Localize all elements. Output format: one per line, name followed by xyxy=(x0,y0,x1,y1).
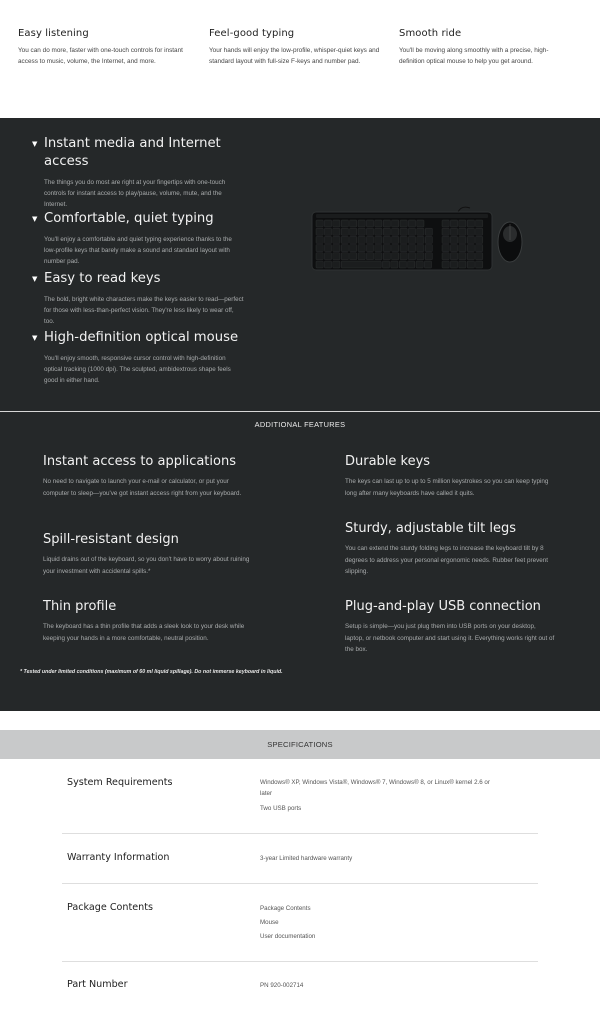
spec-row-warranty xyxy=(62,852,538,884)
keyboard-key xyxy=(467,253,474,260)
section-divider xyxy=(0,411,600,412)
keyboard-key xyxy=(333,228,340,235)
spec-value: PN 920-002714 xyxy=(260,982,304,989)
caret-down-icon: ▼ xyxy=(32,334,38,342)
feature-instant-media[interactable] xyxy=(32,135,247,210)
keyboard-key xyxy=(383,236,390,243)
keyboard-key xyxy=(324,220,331,227)
additional-feature-title: Plug-and-play USB connection xyxy=(345,599,541,614)
additional-feature-durable-keys xyxy=(345,454,565,499)
caret-down-icon: ▼ xyxy=(32,275,38,283)
keyboard-key xyxy=(316,245,323,252)
keyboard-key xyxy=(383,228,390,235)
additional-feature-text: The keyboard has a thin profile that adds a sleek look to your desk while keeping your hands in a more comfortable, neutral position. xyxy=(43,623,245,642)
keyboard-key xyxy=(442,261,449,268)
keyboard-key xyxy=(316,236,323,243)
keyboard-key xyxy=(366,245,373,252)
keyboard-key xyxy=(467,220,474,227)
additional-features-heading: ADDITIONAL FEATURES xyxy=(254,420,346,429)
additional-feature-title: Instant access to applications xyxy=(43,454,236,469)
keyboard-key xyxy=(476,245,483,252)
keyboard-key xyxy=(366,220,373,227)
keyboard-key xyxy=(324,253,331,260)
keyboard-key xyxy=(333,220,340,227)
keyboard-key xyxy=(324,245,331,252)
keyboard-key xyxy=(358,228,365,235)
keyboard-key xyxy=(341,253,348,260)
feature-heading[interactable] xyxy=(32,210,247,228)
additional-feature-thin-profile xyxy=(43,599,263,644)
spec-values xyxy=(260,852,500,866)
keyboard-key xyxy=(375,220,382,227)
keyboard-key xyxy=(358,236,365,243)
spec-value: Mouse xyxy=(260,919,279,926)
top-feature-easy-listening xyxy=(18,28,193,67)
additional-feature-text: Liquid drains out of the keyboard, so you don't have to worry about ruining your investment with accidental spills.* xyxy=(43,556,250,575)
keyboard-key xyxy=(350,236,357,243)
keyboard-key xyxy=(416,261,423,268)
keyboard-key xyxy=(442,220,449,227)
keyboard-key xyxy=(425,228,432,235)
keyboard-key xyxy=(341,261,381,268)
keyboard-key xyxy=(324,261,331,268)
keyboard-key xyxy=(382,261,389,268)
keyboard-key xyxy=(333,245,340,252)
additional-feature-title: Spill-resistant design xyxy=(43,532,179,547)
spec-label: Warranty Information xyxy=(67,852,170,863)
additional-feature-tilt-legs xyxy=(345,521,565,578)
feature-hd-optical-mouse[interactable] xyxy=(32,329,247,386)
spec-value: Package Contents xyxy=(260,905,311,912)
keyboard-key xyxy=(425,253,432,260)
spec-values xyxy=(260,902,500,944)
keyboard-key xyxy=(316,253,323,260)
keyboard-key xyxy=(358,220,365,227)
spec-values xyxy=(260,979,500,993)
keyboard-key xyxy=(408,261,415,268)
keyboard-key xyxy=(375,245,382,252)
keyboard-key xyxy=(350,220,357,227)
keyboard-key xyxy=(417,220,424,227)
keyboard-key xyxy=(450,220,457,227)
keyboard-key xyxy=(383,220,390,227)
additional-feature-instant-access xyxy=(43,454,263,499)
keyboard-key xyxy=(450,261,457,268)
keyboard-key xyxy=(459,261,466,268)
keyboard-key xyxy=(442,245,449,252)
keyboard-key xyxy=(358,245,365,252)
keyboard-key xyxy=(392,228,399,235)
keyboard-key xyxy=(425,245,432,252)
specifications-header[interactable]: SPECIFICATIONS xyxy=(0,730,600,759)
keyboard-key xyxy=(383,245,390,252)
keyboard-key xyxy=(417,228,424,235)
additional-feature-spill-resistant xyxy=(43,532,263,577)
keyboard-key xyxy=(450,236,457,243)
keyboard-key xyxy=(400,245,407,252)
caret-down-icon: ▼ xyxy=(32,215,38,223)
additional-feature-title: Durable keys xyxy=(345,454,431,469)
spec-value: 3-year Limited hardware warranty xyxy=(260,855,353,862)
feature-title: Instant media and Internet access xyxy=(44,136,221,169)
keyboard-key xyxy=(467,261,474,268)
keyboard-key xyxy=(341,236,348,243)
feature-text: You'll enjoy a comfortable and quiet typing experience thanks to the low-profile keys that barely make a sound and standard layout with number pad. xyxy=(44,236,232,265)
spec-label: System Requirements xyxy=(67,777,173,788)
keyboard-key xyxy=(476,228,483,235)
keyboard-key xyxy=(417,245,424,252)
spec-label: Package Contents xyxy=(67,902,153,913)
keyboard-key xyxy=(450,253,457,260)
top-feature-feel-good-typing xyxy=(209,28,384,67)
keyboard-key xyxy=(424,261,431,268)
spec-row-package-contents xyxy=(62,902,538,962)
keyboard-key xyxy=(392,245,399,252)
keyboard-key xyxy=(450,245,457,252)
keyboard-key xyxy=(341,245,348,252)
keyboard-key xyxy=(408,253,415,260)
keyboard-key xyxy=(476,236,483,243)
keyboard-key xyxy=(366,228,373,235)
feature-text: You'll enjoy smooth, responsive cursor control with high-definition optical tracking (1000 dpi). The sculpted, ambidextrous shape feels good in either hand. xyxy=(44,355,231,384)
keyboard-key xyxy=(417,253,424,260)
keyboard-key xyxy=(375,253,382,260)
feature-section xyxy=(0,118,600,711)
additional-feature-text: No need to navigate to launch your e-mail or calculator, or put your computer to sleep—you've got instant access right from your keyboard. xyxy=(43,478,242,497)
keyboard-key xyxy=(375,228,382,235)
keyboard-key xyxy=(408,236,415,243)
keyboard-key xyxy=(450,228,457,235)
keyboard-key xyxy=(375,236,382,243)
keyboard-mouse-image xyxy=(310,206,535,276)
additional-feature-text: You can extend the sturdy folding legs to increase the keyboard tilt by 8 degrees to address your personal ergonomic needs. Rubber feet prevent slipping. xyxy=(345,545,549,575)
keyboard-key xyxy=(350,228,357,235)
keyboard-key xyxy=(467,228,474,235)
feature-title: High-definition optical mouse xyxy=(44,330,239,345)
keyboard-key xyxy=(442,253,449,260)
keyboard-key xyxy=(408,220,415,227)
keyboard-key xyxy=(341,220,348,227)
keyboard-key xyxy=(476,253,483,260)
keyboard-key xyxy=(400,236,407,243)
feature-easy-read-keys[interactable] xyxy=(32,270,247,327)
keyboard-key xyxy=(392,253,399,260)
keyboard-key xyxy=(408,228,415,235)
spec-values xyxy=(260,777,500,816)
spec-value: User documentation xyxy=(260,933,316,940)
spec-row-system-requirements xyxy=(62,777,538,834)
keyboard-key xyxy=(350,245,357,252)
top-feature-text: You'll be moving along smoothly with a precise, high-definition optical mouse to help you get around. xyxy=(399,47,549,65)
keyboard-key xyxy=(366,236,373,243)
keyboard-key xyxy=(442,236,449,243)
keyboard-key xyxy=(316,261,323,268)
feature-text: The things you do most are right at your fingertips with one-touch controls for instant access to play/pause, volume, mute, and the Internet. xyxy=(44,179,226,208)
keyboard-key xyxy=(392,236,399,243)
spill-footnote: * Tested under limited conditions (maximum of 60 ml liquid spillage). Do not immerse keyboard in liquid. xyxy=(20,669,283,675)
keyboard-key xyxy=(476,261,483,268)
feature-heading[interactable] xyxy=(32,270,247,288)
keyboard-key xyxy=(400,253,407,260)
additional-feature-title: Thin profile xyxy=(43,599,117,614)
keyboard-key xyxy=(467,236,474,243)
additional-feature-title: Sturdy, adjustable tilt legs xyxy=(345,521,516,536)
feature-title: Easy to read keys xyxy=(44,271,161,286)
keyboard-key xyxy=(366,253,373,260)
keyboard-key xyxy=(467,245,474,252)
keyboard-key xyxy=(400,228,407,235)
keyboard-key xyxy=(459,245,466,252)
keyboard-key xyxy=(459,220,466,227)
keyboard-key xyxy=(442,228,449,235)
keyboard-key xyxy=(316,220,323,227)
keyboard-key xyxy=(400,220,407,227)
additional-feature-text: The keys can last up to up to 5 million keystrokes so you can keep typing long after many keyboards have called it quits. xyxy=(345,478,549,497)
spec-value: Two USB ports xyxy=(260,805,302,812)
keyboard-key xyxy=(333,253,340,260)
keyboard-key xyxy=(417,236,424,243)
keyboard-key xyxy=(324,236,331,243)
keyboard-key xyxy=(392,220,399,227)
additional-feature-text: Setup is simple—you just plug them into USB ports on your desktop, laptop, or netbook computer and start using it. Everything works right out of the box. xyxy=(345,623,555,653)
keyboard-key xyxy=(425,236,432,243)
spec-value: Windows® XP, Windows Vista®, Windows® 7, Windows® 8, or Linux® kernel 2.6 or later xyxy=(260,779,490,797)
keyboard-key xyxy=(476,220,483,227)
keyboard-key xyxy=(459,236,466,243)
top-feature-title: Easy listening xyxy=(18,28,89,39)
top-feature-smooth-ride xyxy=(399,28,574,67)
caret-down-icon: ▼ xyxy=(32,140,38,148)
additional-feature-usb xyxy=(345,599,565,656)
keyboard-key xyxy=(333,261,340,268)
keyboard-key xyxy=(408,245,415,252)
keyboard-key xyxy=(350,253,357,260)
keyboard-key xyxy=(399,261,406,268)
keyboard-key xyxy=(383,253,390,260)
top-feature-text: You can do more, faster with one-touch controls for instant access to music, volume, the Internet, and more. xyxy=(18,47,183,65)
feature-heading[interactable] xyxy=(32,135,247,171)
feature-text: The bold, bright white characters make the keys easier to read—perfect for those with less-than-perfect vision. They're less likely to wear off, too. xyxy=(44,296,244,325)
top-features xyxy=(0,0,600,118)
keyboard-key xyxy=(316,228,323,235)
feature-comfortable-typing[interactable] xyxy=(32,210,247,267)
keyboard-key xyxy=(333,236,340,243)
spec-label: Part Number xyxy=(67,979,128,990)
keyboard-key xyxy=(358,253,365,260)
keyboard-key xyxy=(341,228,348,235)
keyboard-key xyxy=(391,261,398,268)
top-feature-title: Smooth ride xyxy=(399,28,462,39)
keyboard-key xyxy=(459,253,466,260)
top-feature-text: Your hands will enjoy the low-profile, whisper-quiet keys and standard layout with full-size F-keys and number pad. xyxy=(209,47,380,65)
top-feature-title: Feel-good typing xyxy=(209,28,295,39)
keyboard-key xyxy=(459,228,466,235)
keyboard-key xyxy=(324,228,331,235)
feature-title: Comfortable, quiet typing xyxy=(44,211,214,226)
feature-heading[interactable] xyxy=(32,329,247,347)
spec-row-part-number xyxy=(62,979,538,1005)
